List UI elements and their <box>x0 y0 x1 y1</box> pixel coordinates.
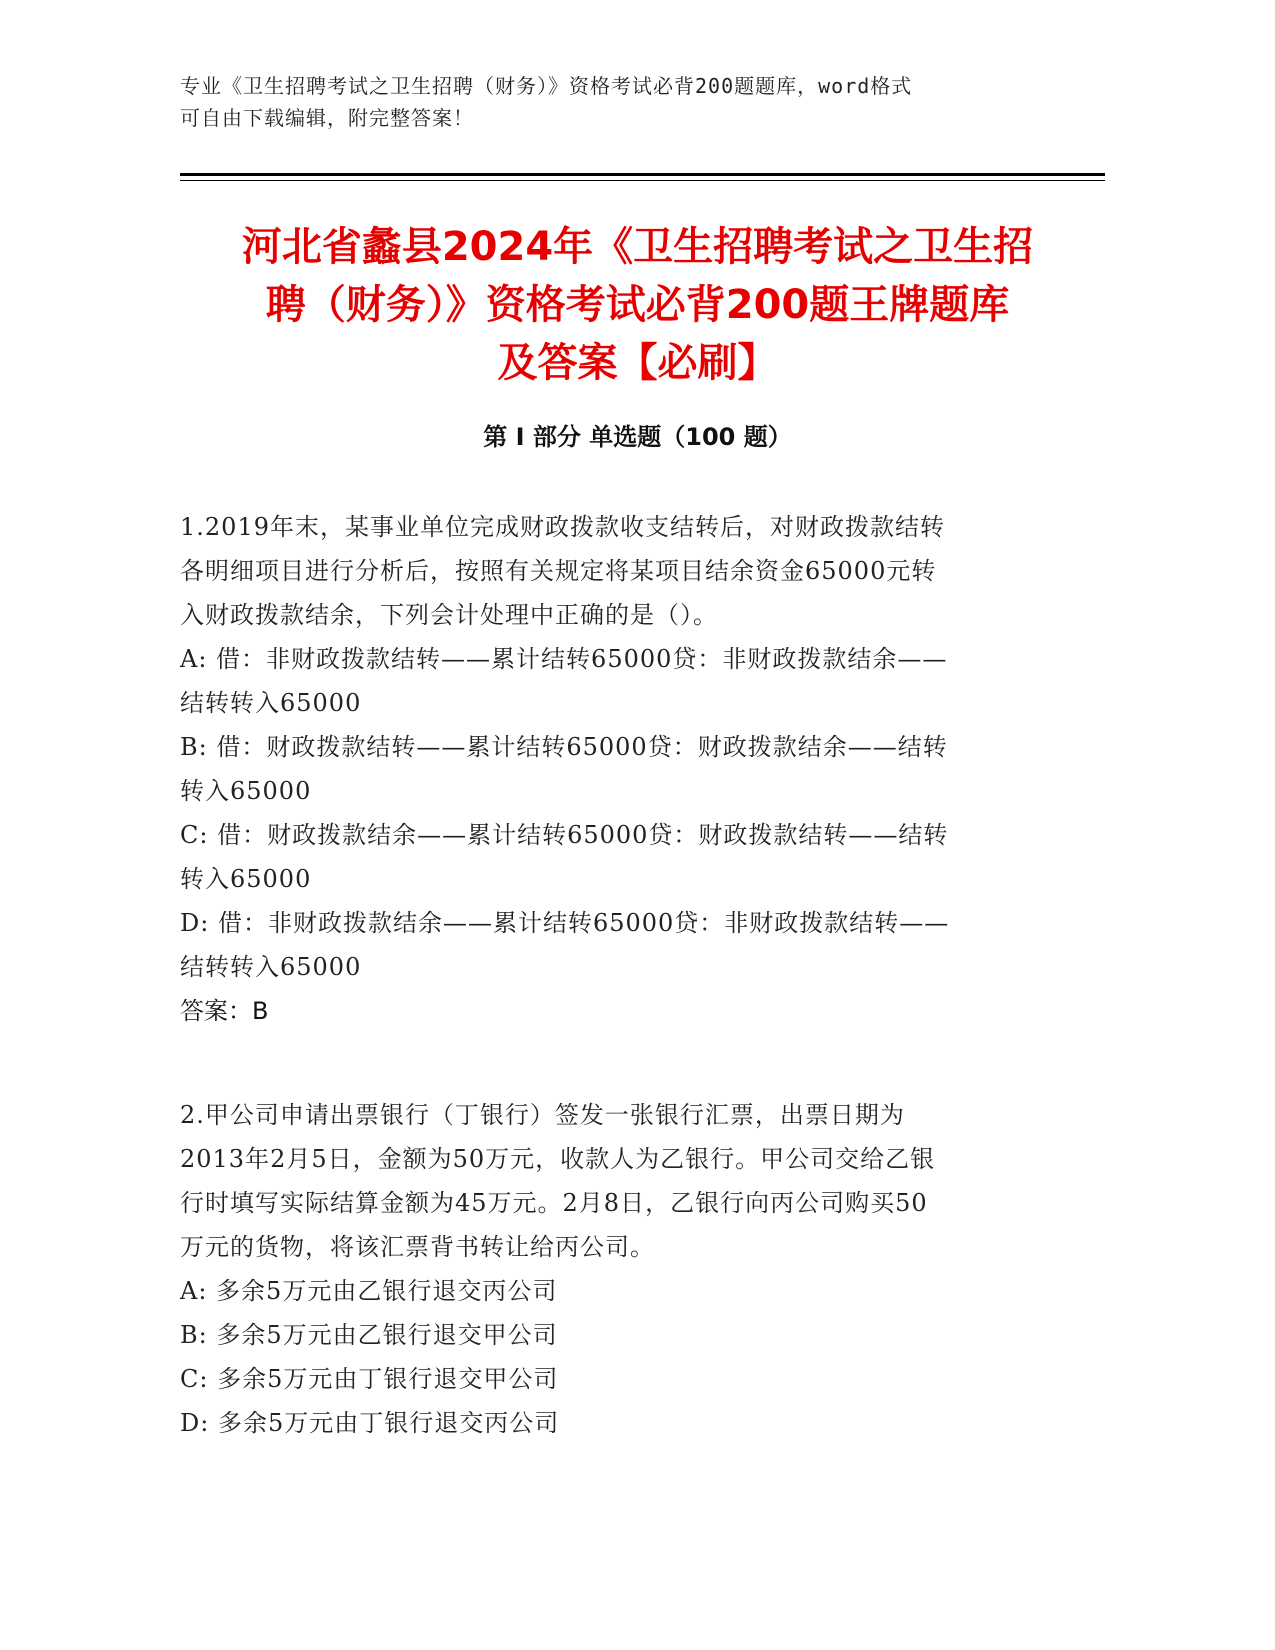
document-title <box>150 218 1125 392</box>
header-note-line: 专业《卫生招聘考试之卫生招聘（财务）》资格考试必背200题题库，word格式 <box>180 74 913 98</box>
option-d-line: D: 多余5万元由丁银行退交丙公司 <box>180 1409 560 1437</box>
option-a-line: 结转转入65000 <box>180 689 362 717</box>
question-stem-line: 2013年2月5日，金额为50万元，收款人为乙银行。甲公司交给乙银 <box>180 1145 936 1173</box>
question-stem-line: 万元的货物，将该汇票背书转让给丙公司。 <box>180 1233 655 1261</box>
option-c-line: C: 多余5万元由丁银行退交甲公司 <box>180 1365 559 1393</box>
answer-text: 答案：B <box>180 997 269 1025</box>
question-stem-line: 2.甲公司申请出票银行（丁银行）签发一张银行汇票，出票日期为 <box>180 1101 905 1129</box>
option-b-line: B: 借：财政拨款结转——累计结转65000贷：财政拨款结余——结转 <box>180 733 948 761</box>
header-divider-thick <box>180 173 1105 176</box>
option-c-line: C: 借：财政拨款结余——累计结转65000贷：财政拨款结转——结转 <box>180 821 949 849</box>
option-d-line: D: 借：非财政拨款结余——累计结转65000贷：非财政拨款结转—— <box>180 909 950 937</box>
header-divider-thin <box>180 180 1105 181</box>
title-line: 及答案【必刷】 <box>497 340 778 386</box>
questions-body <box>180 505 1080 1445</box>
option-b-line: B: 多余5万元由乙银行退交甲公司 <box>180 1321 558 1349</box>
option-c-line: 转入65000 <box>180 865 312 893</box>
option-a-line: A: 借：非财政拨款结转——累计结转65000贷：非财政拨款结余—— <box>180 645 948 673</box>
title-line: 聘（财务）》资格考试必背200题王牌题库 <box>265 282 1010 328</box>
option-a-line: A: 多余5万元由乙银行退交丙公司 <box>180 1277 558 1305</box>
title-line: 河北省蠡县2024年《卫生招聘考试之卫生招 <box>241 224 1034 270</box>
question-stem-line: 各明细项目进行分析后，按照有关规定将某项目结余资金65000元转 <box>180 557 937 585</box>
question-stem-line: 1.2019年末，某事业单位完成财政拨款收支结转后，对财政拨款结转 <box>180 513 945 541</box>
option-b-line: 转入65000 <box>180 777 312 805</box>
question-2 <box>180 1093 1080 1445</box>
header-note <box>180 70 1060 134</box>
question-spacer <box>180 1033 1080 1093</box>
question-stem-line: 行时填写实际结算金额为45万元。2月8日，乙银行向丙公司购买50 <box>180 1189 928 1217</box>
section-title: 第 I 部分 单选题（100 题） <box>483 423 792 451</box>
header-note-line: 可自由下载编辑，附完整答案！ <box>180 106 474 130</box>
question-1 <box>180 505 1080 1033</box>
option-d-line: 结转转入65000 <box>180 953 362 981</box>
question-stem-line: 入财政拨款结余，下列会计处理中正确的是（）。 <box>180 601 718 629</box>
